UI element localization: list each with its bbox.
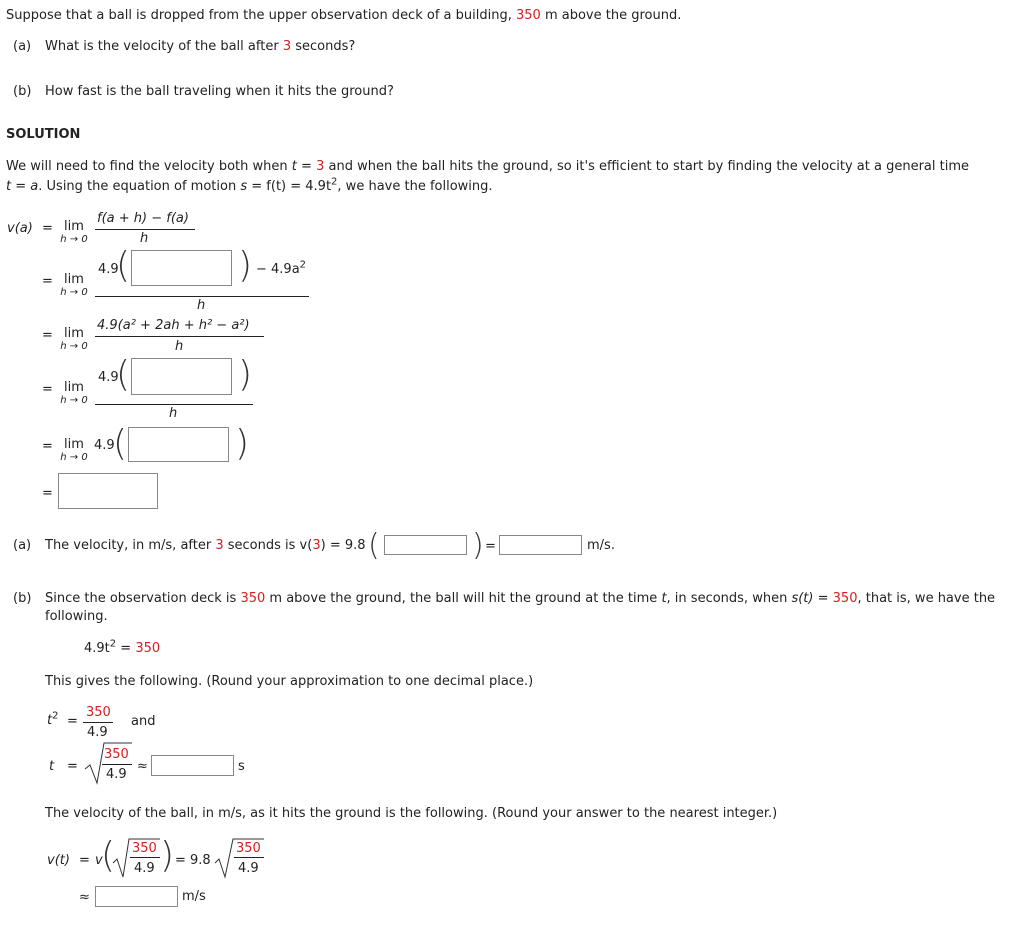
t-variable: t bbox=[49, 759, 55, 774]
vt-label: v(t) bbox=[47, 853, 70, 868]
answer-box-cancelled-h[interactable] bbox=[128, 427, 229, 462]
equals-sign: = bbox=[67, 759, 78, 774]
fraction-bar bbox=[95, 336, 264, 337]
question-a-text: What is the velocity of the ball after 3 seconds? bbox=[45, 39, 356, 54]
close-paren: ) bbox=[238, 354, 253, 395]
approx-sign: ≈ bbox=[79, 890, 90, 905]
equals-sign: = bbox=[79, 853, 90, 868]
denominator-h: h bbox=[169, 406, 178, 421]
open-paren: ( bbox=[116, 354, 131, 395]
round-instruction: This gives the following. (Round your approximation to one decimal place.) bbox=[45, 674, 534, 689]
coefficient: 4.9 bbox=[98, 262, 119, 277]
fraction-bar bbox=[95, 404, 253, 405]
sqrt-denominator: 4.9 bbox=[134, 861, 155, 876]
and-text: and bbox=[131, 714, 156, 729]
limit-notation: lim h → 0 bbox=[60, 219, 88, 245]
answer-box-velocity-value[interactable] bbox=[499, 535, 582, 555]
fraction-bar bbox=[95, 229, 195, 230]
sqrt-numerator: 350 bbox=[104, 747, 129, 762]
fraction-bar bbox=[234, 857, 264, 858]
question-b-label: (b) bbox=[13, 84, 32, 99]
unit-seconds: s bbox=[238, 759, 245, 774]
part-a-label: (a) bbox=[13, 538, 32, 553]
part-b-line2: following. bbox=[45, 609, 108, 624]
velocity-instruction: The velocity of the ball, in m/s, as it hits the ground is the following. (Round your answer to the nearest integer.) bbox=[45, 806, 778, 821]
equals-sign: = bbox=[42, 328, 53, 343]
equals-coefficient: = 9.8 bbox=[175, 853, 211, 868]
close-paren: ) bbox=[235, 423, 250, 464]
sqrt-denominator: 4.9 bbox=[238, 861, 259, 876]
part-a-text: The velocity, in m/s, after 3 seconds is v(3) = 9.8 bbox=[45, 538, 366, 553]
minus-term: − $4.9a^2$ bbox=[256, 259, 307, 277]
denominator-h: h bbox=[175, 339, 184, 354]
denominator-h: h bbox=[197, 298, 206, 313]
equals-sign: = bbox=[42, 382, 53, 397]
fraction-bar bbox=[95, 296, 309, 297]
open-paren: ( bbox=[116, 245, 131, 286]
v-function: v bbox=[95, 853, 103, 868]
fraction-bar bbox=[130, 857, 160, 858]
equals-sign: = bbox=[67, 714, 78, 729]
va-label: v(a) bbox=[7, 221, 33, 236]
part-b-label: (b) bbox=[13, 591, 32, 606]
numerator-difference-quotient: f(a + h) − f(a) bbox=[97, 211, 189, 226]
solution-para-line1: We will need to find the velocity both when t = 3 and when the ball hits the ground, so it's efficient to start by finding the velocity at a general time bbox=[6, 159, 969, 174]
denominator-h: h bbox=[140, 231, 149, 246]
limit-notation: lim h → 0 bbox=[60, 437, 88, 463]
height-value: 350 bbox=[515, 8, 541, 23]
equals-sign: = bbox=[42, 439, 53, 454]
fraction-bar bbox=[83, 722, 113, 723]
limit-notation: lim h → 0 bbox=[60, 272, 88, 298]
equals-sign: = bbox=[42, 486, 53, 501]
t-squared: $t^2$ bbox=[47, 710, 59, 728]
expanded-numerator: 4.9(a² + 2ah + h² − a²) bbox=[97, 318, 250, 333]
limit-notation: lim h → 0 bbox=[60, 326, 88, 352]
part-b-line1: Since the observation deck is 350 m above the ground, the ball will hit the ground at the time t, in seconds, when s(t) = 350, that is, we have the bbox=[45, 591, 996, 606]
unit-label: m/s bbox=[182, 889, 206, 904]
approx-sign: ≈ bbox=[137, 759, 148, 774]
solution-heading: SOLUTION bbox=[6, 127, 81, 142]
sqrt-numerator: 350 bbox=[132, 841, 157, 856]
coefficient: 4.9 bbox=[98, 370, 119, 385]
hit-ground-equation: $4.9t^2 = 350$ bbox=[84, 638, 161, 656]
open-paren: ( bbox=[101, 835, 116, 876]
fraction-numerator: 350 bbox=[86, 705, 111, 720]
answer-box-velocity-formula[interactable] bbox=[58, 473, 158, 509]
answer-box-simplified-numerator[interactable] bbox=[131, 358, 232, 395]
answer-box-f-a-plus-h[interactable] bbox=[131, 250, 232, 286]
sqrt-numerator: 350 bbox=[236, 841, 261, 856]
close-paren: ) bbox=[238, 245, 253, 286]
limit-notation: lim h → 0 bbox=[60, 380, 88, 406]
problem-intro: Suppose that a ball is dropped from the upper observation deck of a building, 350 m above the ground. bbox=[6, 8, 682, 23]
answer-box-velocity-expression[interactable] bbox=[384, 535, 467, 555]
fraction-denominator: 4.9 bbox=[87, 725, 108, 740]
answer-box-time[interactable] bbox=[151, 755, 234, 776]
coefficient: 4.9 bbox=[94, 438, 115, 453]
sqrt-denominator: 4.9 bbox=[106, 767, 127, 782]
close-paren: ) bbox=[472, 528, 484, 563]
open-paren: ( bbox=[368, 528, 380, 563]
question-b-text: How fast is the ball traveling when it hits the ground? bbox=[45, 84, 394, 99]
equals-sign: = bbox=[42, 221, 53, 236]
fraction-bar bbox=[102, 764, 132, 765]
question-a-label: (a) bbox=[13, 39, 32, 54]
close-paren: ) bbox=[160, 835, 175, 876]
answer-box-impact-velocity[interactable] bbox=[95, 886, 178, 907]
unit-label: m/s. bbox=[587, 538, 615, 553]
open-paren: ( bbox=[113, 423, 128, 464]
equals-sign: = bbox=[42, 274, 53, 289]
equals-sign: = bbox=[485, 539, 496, 554]
solution-para-line2: t = a. Using the equation of motion $s = f(t) = 4.9t^2$, we have the following. bbox=[6, 176, 493, 194]
